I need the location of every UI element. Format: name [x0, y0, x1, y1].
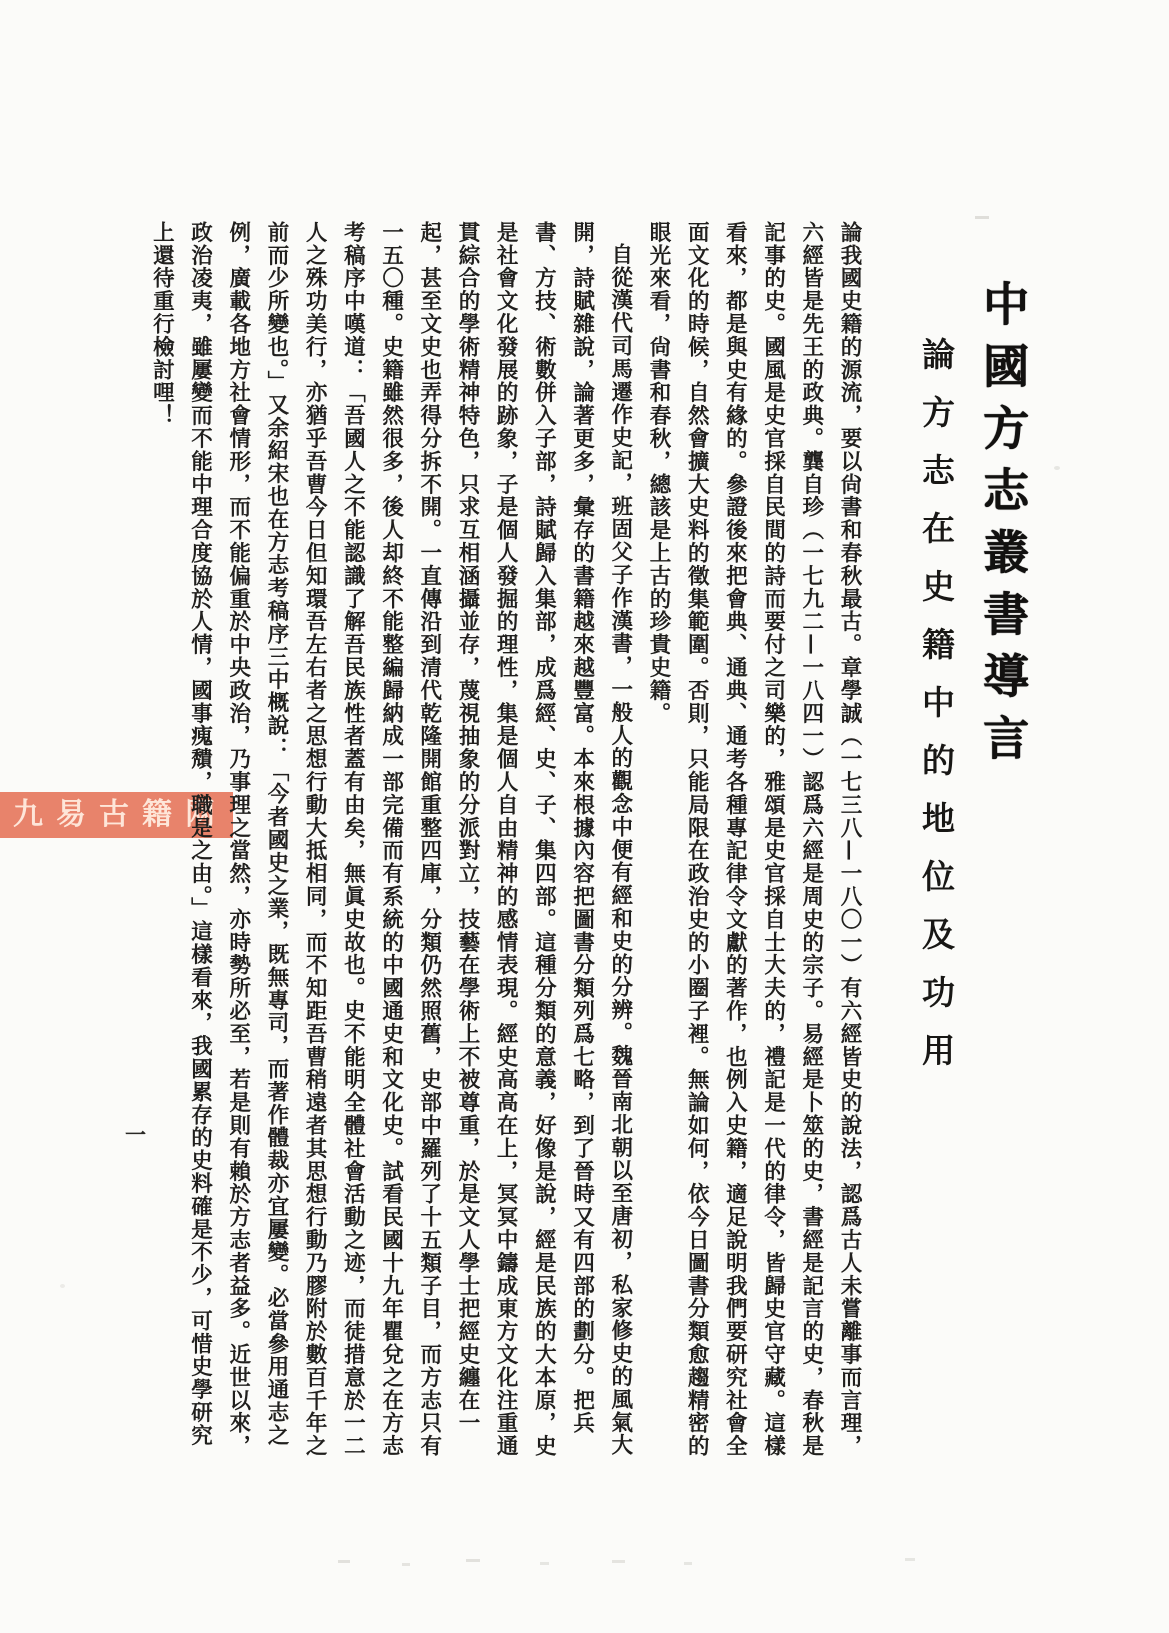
scan-artifact — [402, 1563, 410, 1566]
watermark-text: 九易古籍网 — [13, 797, 228, 832]
body-text — [142, 221, 868, 1461]
page-title: 中國方志叢書導言 — [976, 280, 1030, 776]
page-number: 一 — [125, 1122, 146, 1147]
scan-artifact — [905, 1558, 915, 1561]
scan-artifact — [60, 1284, 65, 1288]
scan-artifact — [1054, 466, 1060, 470]
page-subtitle: 論方志在史籍中的地位及功用 — [917, 337, 956, 1091]
paragraph: 自從漢代司馬遷作史記，班固父子作漢書，一般人的觀念中便有經和史的分辨。魏晉南北朝以至唐初，私家修史的風氣大開，詩賦雜說，論著更多，彙存的書籍越來越豐富。本來根據內容把圖書分類列爲七略，到了晉時又有四部的劃分。把兵書、方技、術數併入子部，詩賦歸入集部，成爲經、史、子、集四部。這種分類的意義，好像是說，經是民族的大本原，史是社會文化發展的跡象，子是個人發掘的理性，集是個人自由精神的感情表現。經史高高在上，冥冥中鑄成東方文化注重通貫綜合的學術精神特色，只求互相涵攝並存，蔑視抽象的分派對立，技藝在學術上不被尊重，於是文人學士把經史纏在一起，甚至文史也弄得分拆不開。一直傳沿到清代乾隆開館重整四庫，分類仍然照舊，史部中羅列了十五類子目，而方志只有一五〇種。史籍雖然很多，後人却終不能整編歸納成一部完備而有系統的中國通史和文化史。試看民國十九年瞿兌之在方志考稿序中嘆道：「吾國人之不能認識了解吾民族性者蓋有由矣，無眞史故也。史不能明全體社會活動之迹，而徒措意於一二人之殊功美行，亦猶乎吾曹今日但知環吾左右者之思想行動大抵相同，而不知距吾曹稍遠者其思想行動乃膠附於數百千年之前而少所變也。」又余紹宋也在方志考稿序三中概說：「今者國史之業，既無專司，而著作體裁亦宜屢變。必當參用通志之例，廣載各地方社會情形，而不能偏重於中央政治，乃事理之當然，亦時勢所必至，若是則有賴於方志者益多。近世以來，政治凌夷，雖屢變而不能中理合度協於人情，國事瘣穨，職是之由。」這樣看來，我國累存的史料確是不少，可惜史學研究上還待重行檢討哩！ — [149, 221, 633, 1458]
scan-artifact — [975, 216, 989, 219]
scan-artifact — [466, 1559, 480, 1562]
scan-artifact — [684, 1562, 692, 1565]
scan-artifact — [540, 1562, 549, 1565]
paragraph: 論我國史籍的源流，要以尙書和春秋最古。章學誠（一七三八—一八〇一）有六經皆史的說法，認爲古人未嘗離事而言理，六經皆是先王的政典。龔自珍（一七九二—一八四一）認爲六經是周史的宗子。易經是卜筮的史，書經是記言的史，春秋是記事的史。國風是史官採自民間的詩而要付之司樂的，雅頌是史官採自士大夫的，禮記是一代的律令，皆歸史官守藏。這樣看來，都是與史有緣的。參證後來把會典、通典、通考各種專記律令文獻的著作，也例入史籍，適足說明我們要研究社會全面文化的時候，自然會擴大史料的徵集範圍。否則，只能局限在政治史的小圈子裡。無論如何，依今日圖書分類愈趨精密的眼光來看，尙書和春秋，總該是上古的珍貴史籍。 — [645, 221, 862, 1458]
scan-artifact — [612, 1560, 625, 1563]
scan-artifact — [338, 1560, 350, 1563]
